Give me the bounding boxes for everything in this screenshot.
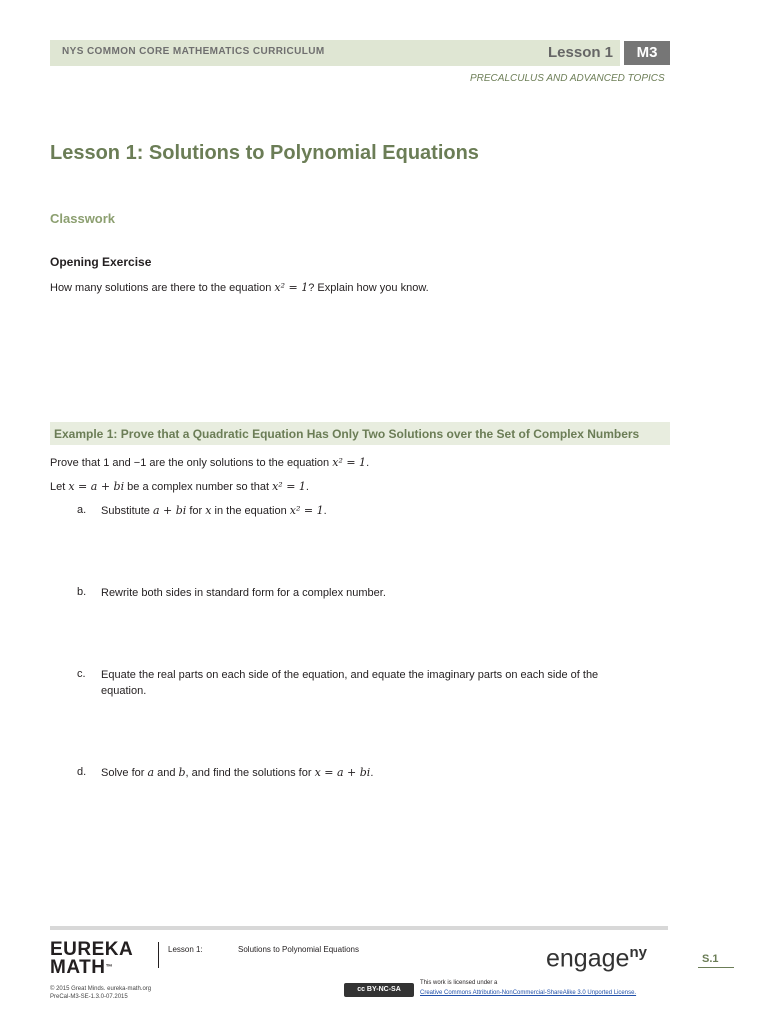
opening-question-text: How many solutions are there to the equation xyxy=(50,282,275,294)
math-expression: a + bi xyxy=(152,504,187,517)
footer-divider xyxy=(158,942,159,968)
math-expression: a xyxy=(147,766,155,779)
part-a-text xyxy=(101,503,641,519)
math-expression: x = a + bi xyxy=(68,480,125,493)
let-text: Let xyxy=(50,481,69,493)
math-expression: x xyxy=(205,504,212,517)
module-badge: M3 xyxy=(624,41,670,65)
example-title: Example 1: Prove that a Quadratic Equation Has Only Two Solutions over the Set of Complex Numbers xyxy=(54,427,640,441)
page-title: Lesson 1: Solutions to Polynomial Equations xyxy=(50,142,479,164)
part-a-t4: . xyxy=(323,505,327,517)
prove-text: Prove that 1 and −1 are the only solutions to the equation xyxy=(50,457,333,469)
math-expression: x² = 1 xyxy=(289,504,324,517)
part-b-label: b. xyxy=(77,586,87,598)
math-expression: x² = 1 xyxy=(332,456,367,469)
engage-ny-text: ny xyxy=(629,944,647,961)
lesson-label: Lesson 1 xyxy=(548,44,614,61)
opening-exercise-heading: Opening Exercise xyxy=(50,255,152,269)
part-d-t4: . xyxy=(370,767,374,779)
eureka-math-logo xyxy=(50,941,133,977)
document-code: PreCal-M3-SE-1.3.0-07.2015 xyxy=(50,994,128,1000)
license-link[interactable]: Creative Commons Attribution-NonCommercial-ShareAlike 3.0 Unported License. xyxy=(420,990,637,996)
let-statement xyxy=(50,480,309,493)
math-expression: x² = 1 xyxy=(274,281,309,294)
part-d-t3: , and find the solutions for xyxy=(185,767,315,779)
part-a-t1: Substitute xyxy=(101,505,153,517)
cc-license-badge[interactable]: cc BY-NC-SA xyxy=(344,983,414,997)
curriculum-label: NYS COMMON CORE MATHEMATICS CURRICULUM xyxy=(62,46,325,57)
part-d-t1: Solve for xyxy=(101,767,148,779)
let-end: . xyxy=(305,481,309,493)
part-a-t2: for xyxy=(186,505,206,517)
footer-lesson-label: Lesson 1: xyxy=(168,945,203,954)
prove-end: . xyxy=(366,457,370,469)
page-number-underline xyxy=(698,967,734,968)
math-expression: x² = 1 xyxy=(272,480,306,493)
part-c-text: Equate the real parts on each side of the equation, and equate the imaginary parts on each side of the equation. xyxy=(101,669,599,697)
copyright-text: © 2015 Great Minds. eureka-math.org xyxy=(50,986,152,992)
math-expression: b xyxy=(178,766,186,779)
part-d-label: d. xyxy=(77,766,87,778)
opening-question xyxy=(50,281,429,294)
engageny-logo xyxy=(546,944,647,973)
footer-rule xyxy=(50,926,668,930)
math-expression: x = a + bi xyxy=(314,766,371,779)
opening-question-end: ? Explain how you know. xyxy=(308,282,429,294)
logo-line-2: MATH xyxy=(50,957,106,978)
part-a-t3: in the equation xyxy=(211,505,290,517)
trademark-mark: ™ xyxy=(105,964,113,971)
license-text: This work is licensed under a xyxy=(420,980,498,986)
footer-lesson-title: Solutions to Polynomial Equations xyxy=(238,945,359,954)
part-d-t2: and xyxy=(154,767,179,779)
page-number: S.1 xyxy=(702,953,719,965)
engage-text: engage xyxy=(546,944,630,973)
part-c-label: c. xyxy=(77,668,86,680)
part-a-label: a. xyxy=(77,504,87,516)
let-text-mid: be a complex number so that xyxy=(124,481,273,493)
part-b-text: Rewrite both sides in standard form for a complex number. xyxy=(101,587,386,599)
course-subtitle: PRECALCULUS AND ADVANCED TOPICS xyxy=(470,73,665,84)
prove-statement xyxy=(50,456,369,469)
logo-line-1: EUREKA xyxy=(50,939,134,960)
part-d-text xyxy=(101,765,641,781)
classwork-heading: Classwork xyxy=(50,211,116,226)
